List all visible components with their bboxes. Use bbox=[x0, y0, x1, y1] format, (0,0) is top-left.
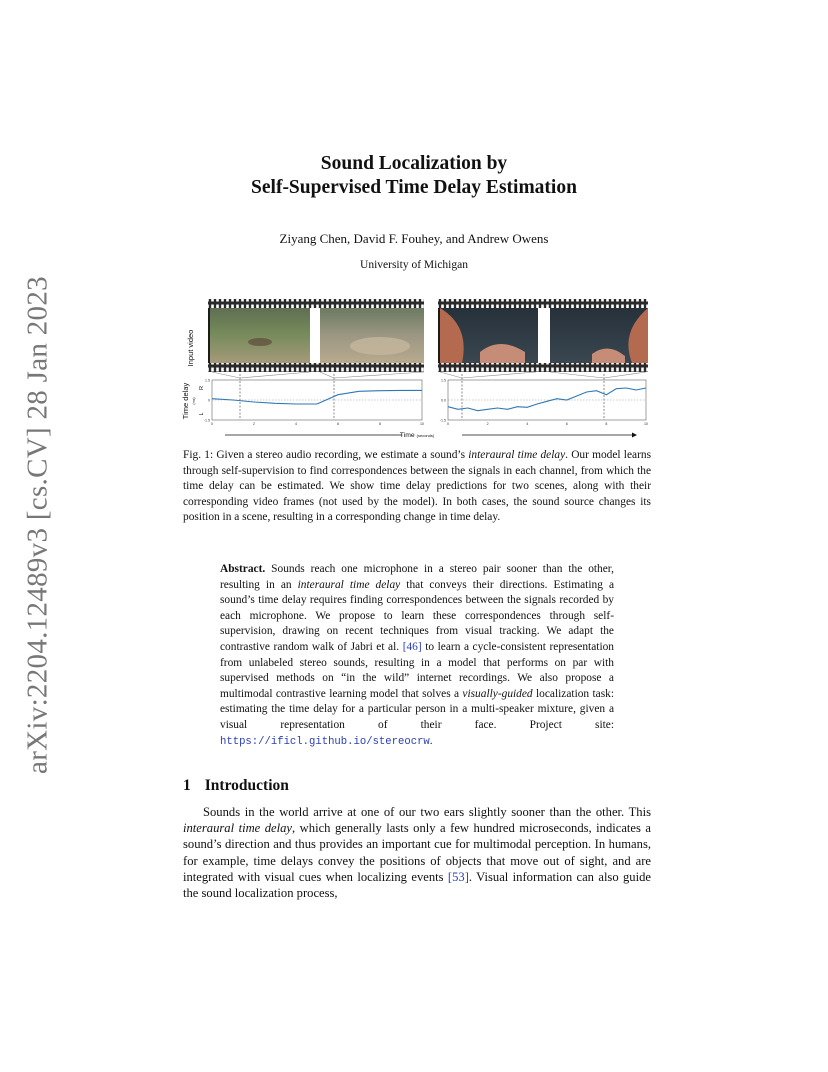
x-tick-label: 10 bbox=[420, 422, 424, 426]
arrow-head-icon bbox=[632, 433, 637, 438]
abstract-label: Abstract. bbox=[220, 563, 266, 575]
x-tick-label: 0 bbox=[447, 422, 449, 426]
video-frame bbox=[320, 308, 424, 363]
authors: Ziyang Chen, David F. Fouhey, and Andrew Owens bbox=[279, 231, 549, 246]
y-tick-label: 1.5 bbox=[205, 378, 210, 383]
film-strip-left bbox=[208, 299, 424, 372]
film-strip-right bbox=[438, 299, 648, 372]
figure-svg bbox=[180, 296, 650, 444]
time-delay-chart-right bbox=[440, 374, 648, 426]
y-tick-label: 1.5 bbox=[441, 378, 446, 383]
frame-connectors bbox=[212, 372, 646, 378]
x-tick-label: 2 bbox=[253, 422, 255, 426]
section-heading: 1 Introduction bbox=[183, 777, 289, 794]
figure-caption: Fig. 1: Given a stereo audio recording, we estimate a sound’s interaural time delay. Our model learns through self-supervision to find correspondences between the signals in each channel, from which the time delay can be estimated. We show time delay predictions for two scenes, along with their corresponding video frames (not used by the model). In both cases, the sound source changes its position in a scene, resulting in a corresponding change in time delay. bbox=[183, 449, 652, 524]
y-tick-label: -1.5 bbox=[203, 418, 210, 423]
x-tick-label: 2 bbox=[486, 422, 489, 426]
paper-title-line2: Self-Supervised Time Delay Estimation bbox=[251, 177, 577, 198]
affiliation: University of Michigan bbox=[360, 259, 468, 271]
figure-1 bbox=[180, 296, 650, 444]
y-tick-label: 0.0 bbox=[441, 398, 446, 403]
delay-unit-label: (ms) bbox=[192, 397, 196, 405]
y-tick-label: 0 bbox=[208, 398, 210, 403]
time-delay-line bbox=[448, 388, 646, 411]
time-delay-label: Time delay bbox=[181, 382, 190, 420]
x-tick-label: 6 bbox=[565, 422, 568, 426]
axis-r-label: R bbox=[199, 386, 205, 390]
project-url-link[interactable]: https://ificl.github.io/stereocrw bbox=[220, 735, 430, 748]
x-tick-label: 6 bbox=[337, 422, 339, 426]
x-tick-label: 8 bbox=[379, 422, 381, 426]
x-tick-label: 8 bbox=[605, 422, 608, 426]
abstract: Abstract. Sounds reach one microphone in a stereo pair sooner than the other, resulting in an interaural time delay that conveys their directions. Estimating a sound’s time delay requires finding correspondences between the signals recorded by each microphone. We propose to learn these correspondences through self-supervision, drawing on recent techniques from visual tracking. We adapt the contrastive random walk of Jabri et al. [46] to learn a cycle-consistent representation from unlabeled stereo sounds, resulting in a model that performs on par with supervised methods on “in the wild” internet recordings. We also propose a multimodal contrastive learning model that solves a visually-guided localization task: estimating the time delay for a particular person in a multi-speaker mixture, given a visual representation of their face. Project site: https://ificl.github.io/stereocrw. bbox=[220, 563, 615, 748]
x-tick-label: 4 bbox=[526, 422, 529, 426]
time-delay-line bbox=[212, 390, 422, 404]
arxiv-stamp: arXiv:2204.12489v3 [cs.CV] 28 Jan 2023 bbox=[21, 276, 54, 774]
axis-l-label: L bbox=[199, 412, 205, 416]
intro-paragraph: Sounds in the world arrive at one of our two ears slightly sooner than the other. This interaural time delay, which generally lasts only a few hundred microseconds, indicates a sound’s direction and thus provides an important cue for multimodal perception. In humans, for example, time delays convey the positions of objects that move out of sight, and are integrated with visual cues when localizing events [53]. Visual information can also guide the sound localization process, bbox=[183, 805, 652, 901]
x-tick-label: 0 bbox=[211, 422, 213, 426]
time-axis-label: Time (seconds) bbox=[399, 432, 435, 439]
time-delay-chart-left bbox=[204, 374, 424, 426]
paper-title-line1: Sound Localization by bbox=[320, 153, 508, 174]
citation-link[interactable]: [46] bbox=[402, 640, 422, 653]
video-frame bbox=[210, 308, 310, 363]
y-tick-label: -1.5 bbox=[439, 418, 446, 423]
citation-link[interactable]: [53] bbox=[447, 869, 469, 884]
x-tick-label: 10 bbox=[644, 422, 648, 426]
x-tick-label: 4 bbox=[295, 422, 297, 426]
input-video-label: Input video bbox=[186, 329, 195, 367]
